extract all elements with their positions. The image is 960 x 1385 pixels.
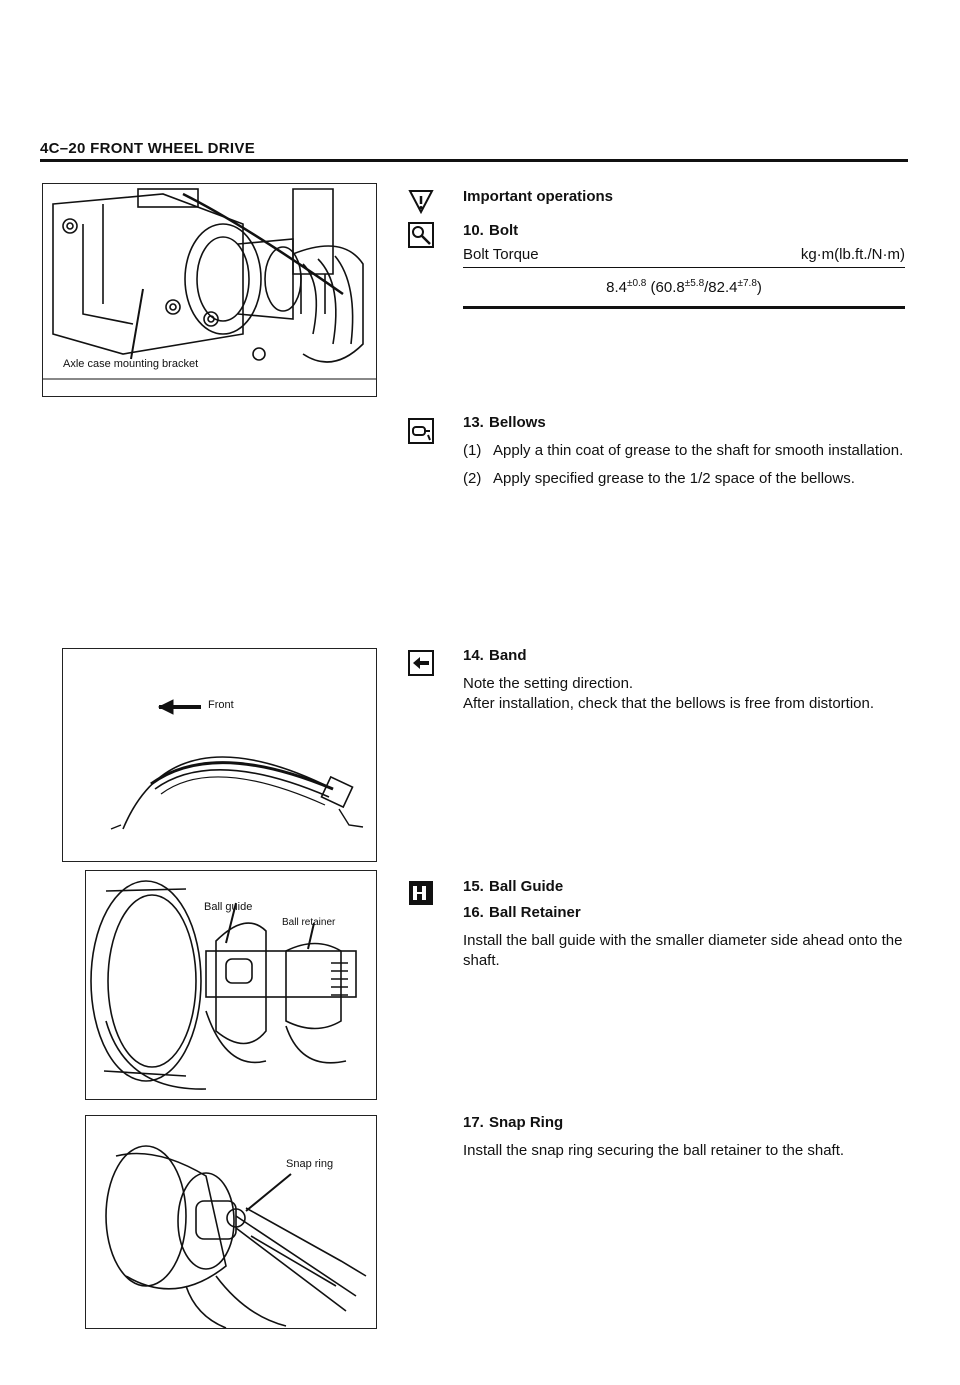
section-bolt bbox=[463, 187, 913, 309]
snap-ring-number: 17. bbox=[463, 1114, 484, 1131]
torque-tolerance-nm: ±7.8 bbox=[737, 278, 757, 289]
band-line-1: Note the setting direction. bbox=[463, 675, 634, 692]
torque-nm: /82.4 bbox=[704, 279, 738, 296]
bolt-title: Bolt bbox=[489, 222, 519, 239]
figure-label-snap-ring: Snap ring bbox=[286, 1158, 334, 1170]
ball-guide-heading bbox=[463, 877, 913, 897]
section-ball-guide bbox=[463, 877, 913, 977]
bolt-heading bbox=[463, 221, 913, 241]
page-header bbox=[40, 140, 908, 164]
figure-band-direction bbox=[62, 648, 377, 862]
section-snap-ring bbox=[463, 1113, 913, 1167]
ball-guide-title: Ball Guide bbox=[489, 878, 564, 895]
snap-ring-title: Snap Ring bbox=[489, 1114, 564, 1131]
ball-guide-number: 15. bbox=[463, 878, 484, 895]
important-operations-heading: Important operations bbox=[463, 188, 614, 205]
band-heading bbox=[463, 646, 913, 666]
torque-tolerance-kgm: ±0.8 bbox=[626, 278, 647, 289]
torque-wrench-icon bbox=[408, 222, 434, 248]
figure-label-ball-guide: Ball guide bbox=[204, 901, 253, 913]
figure-label-axle-bracket: Axle case mounting bracket bbox=[63, 358, 199, 370]
torque-lbft: (60.8 bbox=[650, 279, 685, 296]
figure-ball-guide bbox=[85, 870, 377, 1100]
warning-triangle-icon bbox=[408, 188, 434, 214]
torque-unit: kg·m(lb.ft./N·m) bbox=[800, 246, 905, 263]
torque-close: ) bbox=[756, 279, 762, 296]
bellows-step-1-number: (1) bbox=[463, 442, 482, 459]
ball-retainer-title: Ball Retainer bbox=[489, 904, 581, 921]
snap-ring-illustration bbox=[86, 1116, 376, 1328]
torque-label: Bolt Torque bbox=[463, 246, 539, 263]
bellows-step-2-text: Apply specified grease to the 1/2 space of the bellows. bbox=[493, 470, 855, 487]
snap-ring-heading bbox=[463, 1113, 913, 1133]
section-bellows bbox=[463, 413, 913, 497]
section-band bbox=[463, 646, 913, 720]
band-line-2: After installation, check that the bellows is free from distortion. bbox=[463, 695, 875, 712]
bellows-step-1 bbox=[463, 441, 913, 461]
figure-axle-bracket bbox=[42, 183, 377, 397]
torque-header-row bbox=[463, 245, 905, 268]
figure-label-ball-retainer: Ball retainer bbox=[282, 917, 336, 928]
ball-retainer-number: 16. bbox=[463, 904, 484, 921]
figure-label-front: Front bbox=[208, 699, 234, 711]
bellows-number: 13. bbox=[463, 414, 484, 431]
bellows-title: Bellows bbox=[489, 414, 546, 431]
header-rule bbox=[40, 159, 908, 162]
band-illustration bbox=[63, 649, 376, 861]
install-parts-icon bbox=[408, 880, 434, 906]
bellows-step-2-number: (2) bbox=[463, 470, 482, 487]
band-number: 14. bbox=[463, 647, 484, 664]
snap-ring-text: Install the snap ring securing the ball retainer to the shaft. bbox=[463, 1142, 845, 1159]
page-title: 4C–20 FRONT WHEEL DRIVE bbox=[40, 140, 255, 157]
bellows-heading bbox=[463, 413, 913, 433]
direction-arrow-icon bbox=[408, 650, 434, 676]
bellows-step-1-text: Apply a thin coat of grease to the shaft for smooth installation. bbox=[493, 442, 904, 459]
grease-apply-icon bbox=[408, 418, 434, 444]
band-title: Band bbox=[489, 647, 527, 664]
bolt-number: 10. bbox=[463, 222, 484, 239]
bellows-step-2 bbox=[463, 469, 913, 489]
ball-retainer-text: Install the ball guide with the smaller diameter side ahead onto the shaft. bbox=[463, 932, 903, 969]
torque-tolerance-lbft: ±5.8 bbox=[684, 278, 705, 289]
torque-value bbox=[463, 274, 905, 309]
torque-main: 8.4 bbox=[606, 279, 627, 296]
figure-snap-ring bbox=[85, 1115, 377, 1329]
ball-retainer-heading bbox=[463, 903, 913, 923]
